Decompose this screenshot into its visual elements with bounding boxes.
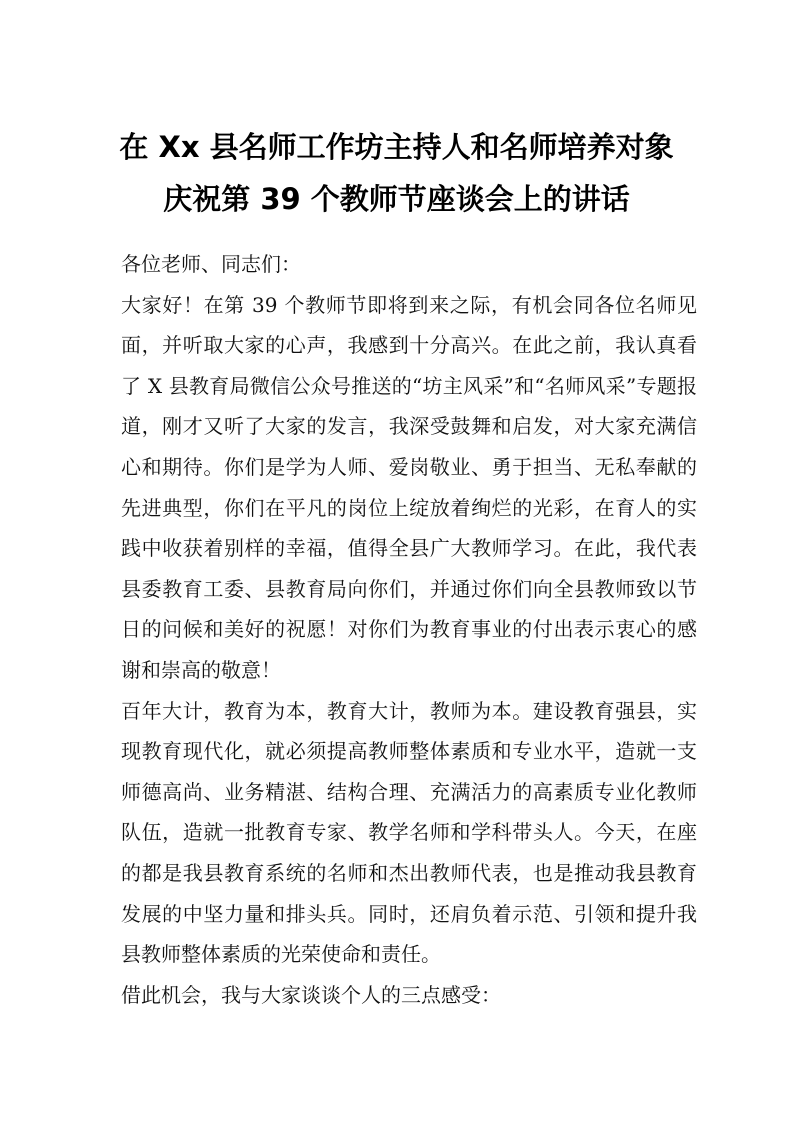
salutation: 各位老师、同志们： xyxy=(121,252,301,276)
paragraph-education: 百年大计，教育为本，教育大计，教师为本。建设教育强县，实现教育现代化，就必须提高教师整体素质和专业水平，造就一支师德高尚、业务精湛、结构合理、充满活力的高素质专业化教师队伍，造就一批教育专家、教学名师和学科带头人。今天，在座的都是我县教育系统的名师和杰出教师代表，也是推动我县教育发展的中坚力量和排头兵。同时，还肩负着示范、引领和提升我县教师整体素质的光荣使命和责任。 xyxy=(121,698,697,967)
paragraph-greeting: 大家好！在第 39 个教师节即将到来之际，有机会同各位名师见面，并听取大家的心声，我感到十分高兴。在此之前，我认真看了 X 县教育局微信公众号推送的“坊主风采”和“名师风采”专题报道，刚才又听了大家的发言，我深受鼓舞和启发，对大家充满信心和期待。你们是学为人师、爱岗敬业、勇于担当、无私奉献的先进典型，你们在平凡的岗位上绽放着绚烂的光彩，在育人的实践中收获着别样的幸福，值得全县广大教师学习。在此，我代表县委教育工委、县教育局向你们，并通过你们向全县教师致以节日的问候和美好的祝愿！对你们为教育事业的付出表示衷心的感谢和崇高的敬意！ xyxy=(121,292,697,682)
document-body xyxy=(121,244,697,1015)
title-line-1: 在 Xx 县名师工作坊主持人和名师培养对象 xyxy=(119,130,674,164)
document-title xyxy=(60,121,733,225)
title-line-2: 庆祝第 39 个教师节座谈会上的讲话 xyxy=(163,182,630,216)
paragraph-transition: 借此机会，我与大家谈谈个人的三点感受： xyxy=(121,982,501,1007)
